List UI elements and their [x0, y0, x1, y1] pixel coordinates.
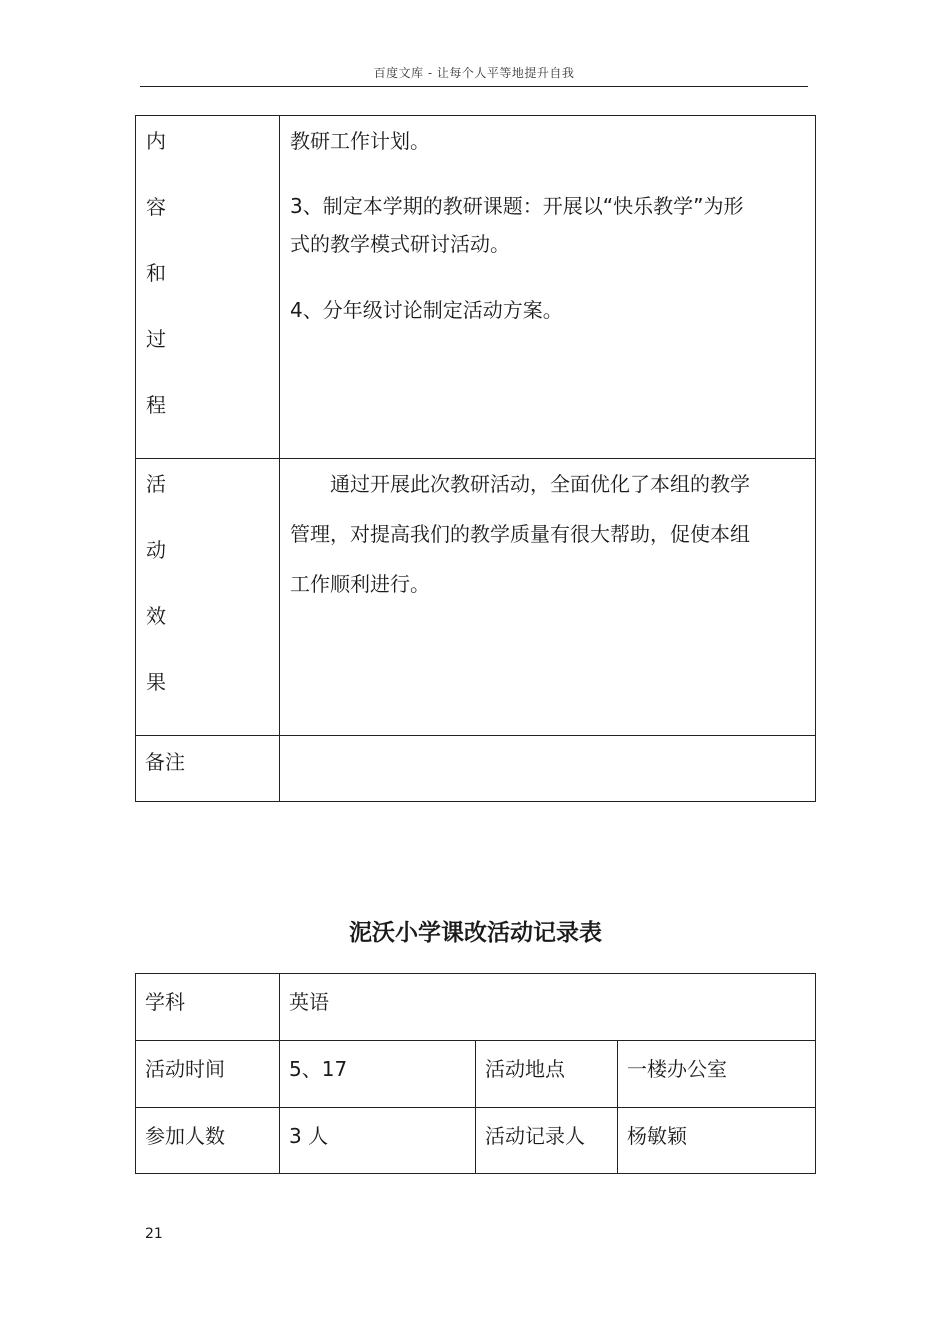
- recorder-label: 活动记录人: [476, 1108, 618, 1174]
- activity-detail-table: [135, 115, 816, 802]
- label-char: 和: [146, 261, 166, 285]
- text-line: 式的教学模式研讨活动。: [290, 232, 510, 256]
- place-label: 活动地点: [476, 1041, 618, 1108]
- record-table: [135, 973, 816, 1174]
- label-char: 效: [146, 604, 166, 628]
- place-value: 一楼办公室: [618, 1041, 816, 1108]
- page-header: 百度文库 - 让每个人平等地提升自我: [373, 66, 575, 80]
- table-row: [136, 1041, 816, 1108]
- table-row: [136, 1108, 816, 1174]
- people-value: 3 人: [280, 1108, 476, 1174]
- table-row: [136, 459, 816, 736]
- text-line: 3、制定本学期的教研课题：开展以“快乐教学”为形: [290, 194, 744, 218]
- label-char: 内: [146, 129, 166, 153]
- table-row: [136, 736, 816, 802]
- table-row: [136, 116, 816, 459]
- label-char: 动: [146, 538, 166, 562]
- recorder-value: 杨敏颖: [618, 1108, 816, 1174]
- form-title: 泥沃小学课改活动记录表: [349, 920, 602, 946]
- remarks-value: [280, 736, 816, 802]
- time-label: 活动时间: [136, 1041, 280, 1108]
- effect-text: [280, 459, 816, 736]
- label-char: 程: [146, 393, 166, 417]
- header-rule: [140, 86, 808, 87]
- content-process-text: [280, 116, 816, 459]
- table-row: [136, 974, 816, 1041]
- label-char: 果: [146, 670, 166, 694]
- page-number: 21: [145, 1226, 163, 1242]
- label-char: 过: [146, 327, 166, 351]
- label-char: 活: [146, 472, 166, 496]
- text-line: 通过开展此次教研活动，全面优化了本组的教学: [330, 472, 750, 496]
- time-value: 5、17: [280, 1041, 476, 1108]
- subject-value: 英语: [280, 974, 816, 1041]
- remarks-label: 备注: [136, 736, 280, 802]
- text-line: 教研工作计划。: [290, 129, 430, 153]
- text-line: 4、分年级讨论制定活动方案。: [290, 298, 563, 322]
- label-char: 容: [146, 195, 166, 219]
- subject-label: 学科: [136, 974, 280, 1041]
- text-line: 工作顺利进行。: [290, 572, 430, 596]
- content-process-label: [136, 116, 280, 459]
- text-line: 管理，对提高我们的教学质量有很大帮助，促使本组: [290, 522, 750, 546]
- effect-label: [136, 459, 280, 736]
- people-label: 参加人数: [136, 1108, 280, 1174]
